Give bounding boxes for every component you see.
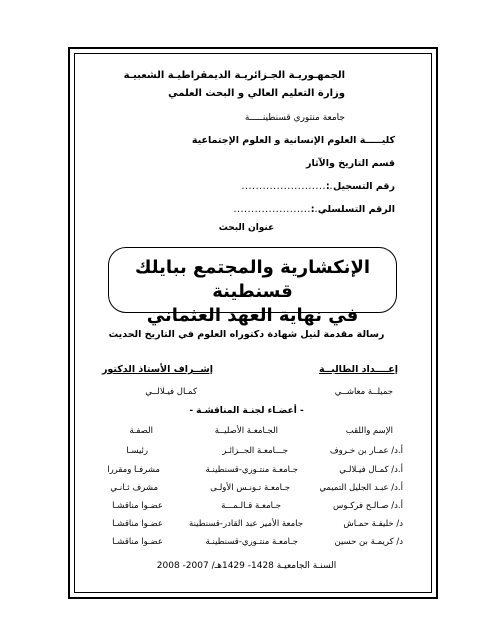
student-label: إعــــداد الطالبــة xyxy=(318,364,398,375)
committee-member-university: جـامعـة تـونـس الأولـى xyxy=(210,483,290,493)
registration-dots: .......................... xyxy=(241,181,333,192)
committee-member-role: مشرفـا ومقررا xyxy=(107,465,160,475)
committee-member-name: أ.د/ كمـال فيـلالـي xyxy=(339,465,403,475)
faculty-name: كليـــــة العلوم الإنسانية و العلوم الإجتماعية xyxy=(191,135,395,146)
committee-member-role: رئيسـا xyxy=(126,446,148,456)
republic-name: الجمهـوريـة الجـزائريـة الديمقراطيـة الشعبيـة xyxy=(123,70,345,81)
committee-member-university: جـامعـة قـالـمـــة xyxy=(221,501,281,511)
supervisor-label: إشــراف الأستاذ الدكتور xyxy=(101,364,213,375)
committee-member-role: عضـوا مناقشـا xyxy=(112,537,163,547)
committee-member-name: د/ كريمـة بن حسين xyxy=(334,537,403,547)
supervisor-name: كمـال فيـلالــي xyxy=(145,387,197,397)
thesis-subtitle: رسالة مقدمة لنيل شهادة دكتوراه العلوم في التاريخ الحديث xyxy=(108,329,385,340)
university-name: جامعة منتوري قسنطينـــــة xyxy=(244,113,345,123)
department-name: قسم التاريخ والآثار xyxy=(306,158,395,169)
committee-heading: - أعضـاء لجنـة المناقشـة - xyxy=(189,406,304,416)
committee-member-university: جـــامعـة الجــزائـر xyxy=(222,446,288,456)
thesis-title-line1: الإنكشارية والمجتمع ببايلك قسنطينة xyxy=(134,257,371,302)
committee-header-university: الجـامعـة الأصليــة xyxy=(214,426,278,436)
committee-header-role: الصفـة xyxy=(129,426,153,436)
thesis-title-line2: في نهاية العهد العثماني xyxy=(146,305,359,326)
committee-member-name: د/ خليفـة حمـاش xyxy=(343,519,403,529)
committee-member-university: جامعة الأمير عبد القادر-قسنطينة xyxy=(189,519,303,529)
committee-header-name: الإسم واللقب xyxy=(345,426,393,436)
registration-label: رقم التسجيل : xyxy=(325,181,395,192)
serial-dots: .......................... xyxy=(233,204,325,215)
committee-member-role: مشرف ثـانـي xyxy=(110,483,158,493)
ministry-name: وزارة التعليم العالي و البحث العلمي xyxy=(168,88,345,99)
student-name: جميلــة معاشــي xyxy=(334,387,393,397)
thesis-title-box xyxy=(108,247,397,326)
committee-member-role: عضـوا مناقشـا xyxy=(112,501,163,511)
serial-label: الرقم التسلسلي : xyxy=(310,204,395,215)
committee-member-name: أ.د/ صـالـح فركـوس xyxy=(332,501,403,511)
committee-member-name: أ.د/ عمـار بن خـروف xyxy=(329,446,403,456)
research-title-label: عنوان البحث xyxy=(218,223,275,233)
academic-year: السنـة الجامعيـة 1428- 1429هـ/ 2007- 2008 xyxy=(156,561,337,571)
committee-member-university: جـامعـة منتـوري-قسنطينـة xyxy=(205,537,298,547)
committee-member-name: أ.د/ عبـد الجليل التميمي xyxy=(319,483,403,493)
committee-member-university: جـامعـة منتـوري-قسنطينـة xyxy=(205,465,298,475)
committee-member-role: عضـوا مناقشـا xyxy=(112,519,163,529)
